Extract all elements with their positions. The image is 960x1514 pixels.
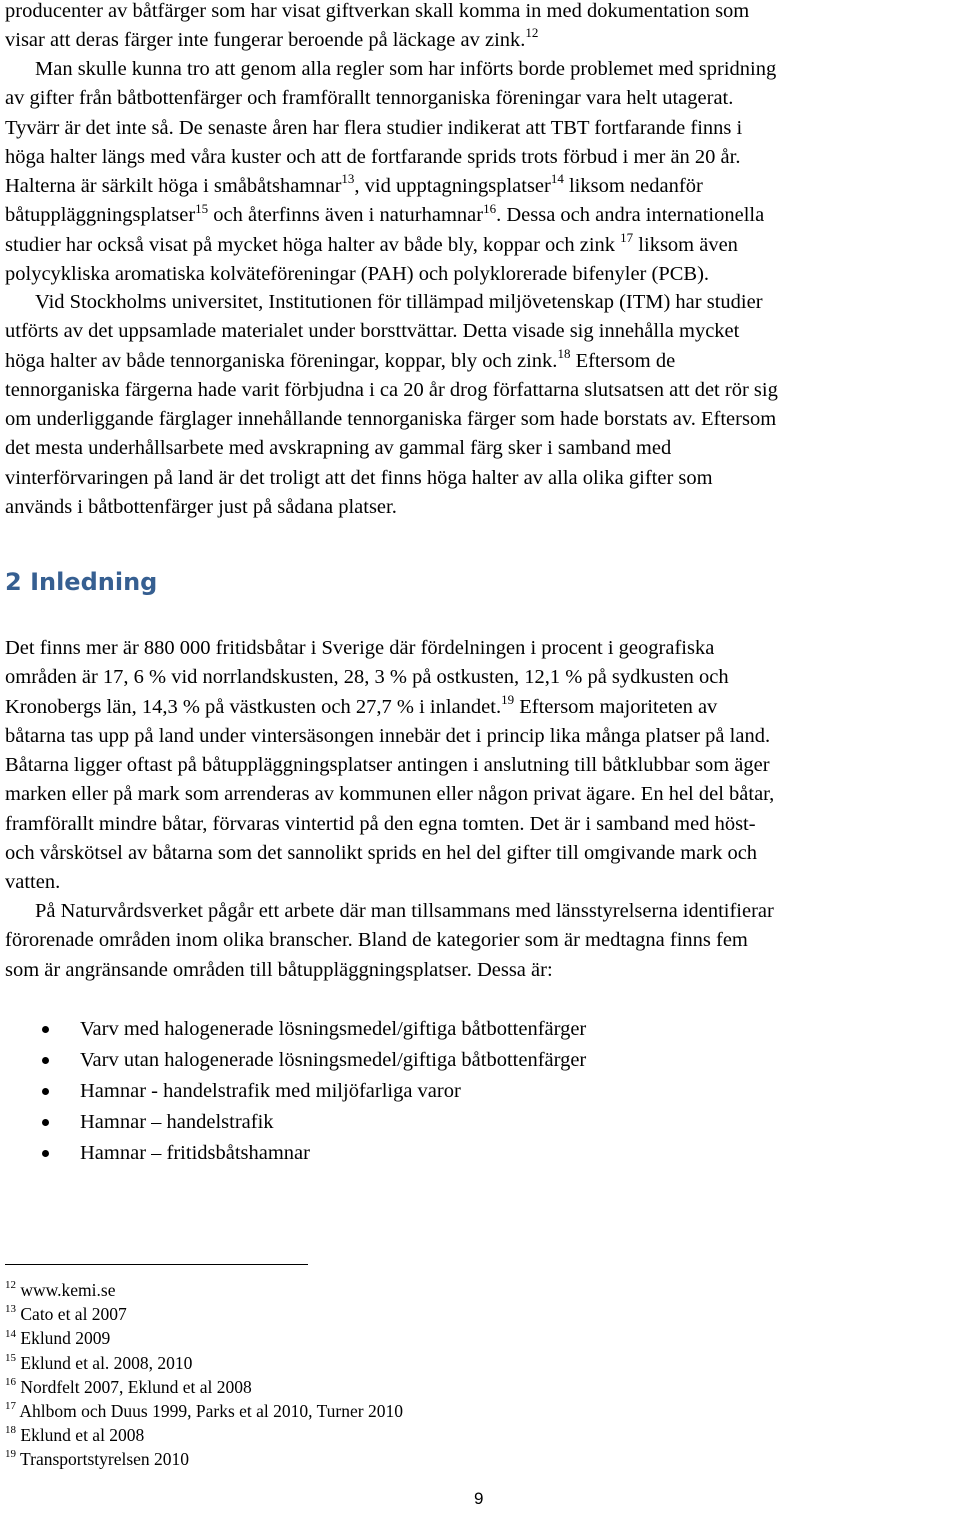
bullet-icon: [42, 1119, 49, 1126]
footnote: $^{16}$ Nordfelt 2007, Eklund et al 2008: [5, 1375, 252, 1397]
text-line: höga halter längs med våra kuster och att de fortfarande sprids trots förbud i mer än 20 år.: [5, 145, 741, 168]
text-line: studier har också visat på mycket höga halter av både bly, koppar och zink $^{17}$ liksom även: [5, 229, 738, 256]
text-line: av gifter från båtbottenfärger och framförallt tennorganiska föreningar vara helt utagerat.: [5, 87, 734, 110]
text-line: båtuppläggningsplatser$^{15}$ och återfinns även i naturhamnar$^{16}$. Dessa och andra internationella: [5, 200, 765, 227]
text-line: vinterförvaringen på land är det troligt att det finns höga halter av alla olika gifter som: [5, 466, 713, 489]
text-line: och vårskötsel av båtarna som det sannolikt sprids en hel del gifter till omgivande mark och: [5, 842, 758, 865]
text-line: det mesta underhållsarbete med avskrapning av gammal färg sker i samband med: [5, 437, 672, 460]
text-line: Halterna är särkilt höga i småbåtshamnar$^{13}$, vid upptagningsplatser$^{14}$ liksom nedanför: [5, 171, 703, 198]
footnote-ref: 19: [501, 691, 515, 707]
paragraph-1: [5, 0, 960, 56]
text-line: framförallt mindre båtar, förvaras vintertid på den egna tomten. Det är i samband med höst-: [5, 812, 756, 835]
text-line: utförts av det uppsamlade materialet under borsttvättar. Detta visade sig innehålla mycket: [5, 320, 740, 343]
paragraph-2: [5, 55, 960, 289]
bullet-icon: [42, 1026, 49, 1033]
footnote-separator: [5, 1264, 308, 1265]
text-line: producenter av båtfärger som har visat giftverkan skall komma in med dokumentation som: [5, 0, 750, 22]
text-line: vatten.: [5, 871, 61, 894]
section-title: Inledning: [30, 568, 158, 596]
footnote-ref: 17: [620, 229, 634, 245]
footnote: $^{13}$ Cato et al 2007: [5, 1303, 127, 1325]
paragraph-3: [5, 288, 960, 522]
text-line: Vid Stockholms universitet, Institutionen för tillämpad miljövetenskap (ITM) har studier: [35, 291, 763, 313]
bullet-icon: [42, 1150, 49, 1157]
section-heading: [5, 568, 157, 596]
text-line: områden är 17, 6 % vid norrlandskusten, 28, 3 % på ostkusten, 12,1 % på sydkusten och: [5, 666, 729, 689]
text-line: marken eller på mark som arrenderas av kommunen eller någon privat ägare. En hel del båtar,: [5, 783, 775, 806]
text-line: Kronobergs län, 14,3 % på västkusten och 27,7 % i inlandet.$^{19}$ Eftersom majoriteten av: [5, 691, 718, 718]
footnote-ref: 16: [483, 200, 497, 216]
footnote: $^{12}$ www.kemi.se: [5, 1279, 116, 1300]
footnote: $^{19}$ Transportstyrelsen 2010: [5, 1448, 190, 1470]
page-number: 9: [474, 1489, 484, 1508]
text-line: På Naturvårdsverket pågår ett arbete där man tillsammans med länsstyrelserna identifierar: [35, 900, 774, 922]
text-line: förorenade områden inom olika branscher. Bland de kategorier som är medtagna finns fem: [5, 929, 748, 952]
paragraph-4: [5, 634, 960, 898]
text-line: visar att deras färger inte fungerar beroende på läckage av zink.$^{12}$: [5, 25, 539, 52]
text-line: används i båtbottenfärger just på sådana platser.: [5, 496, 397, 519]
footnotes: [5, 1278, 403, 1472]
text-line: polycykliska aromatiska kolväteföreningar (PAH) och polyklorerade bifenyler (PCB).: [5, 263, 710, 286]
footnote: $^{14}$ Eklund 2009: [5, 1327, 111, 1349]
bullet-icon: [42, 1057, 49, 1064]
footnote-ref: 18: [557, 345, 571, 361]
text-line: tennorganiska färgerna hade varit förbjudna i ca 20 år drog författarna slutsatsen att det rör sig: [5, 378, 778, 401]
text-line: som är angränsande områden till båtuppläggningsplatser. Dessa är:: [5, 958, 553, 981]
text-line: Båtarna ligger oftast på båtuppläggningsplatser antingen i anslutning till båtklubbar som äger: [5, 754, 770, 777]
footnote: $^{17}$ Ahlbom och Duus 1999, Parks et al 2010, Turner 2010: [5, 1400, 403, 1421]
footnote-ref: 12: [525, 25, 539, 41]
footnote: $^{15}$ Eklund et al. 2008, 2010: [5, 1351, 193, 1373]
text-line: höga halter av både tennorganiska föreningar, koppar, bly och zink.$^{18}$ Eftersom de: [5, 345, 676, 372]
section-number: 2: [5, 568, 22, 596]
document-page: producenter av båtfärger som har visat giftverkan skall komma in med dokumentation som visar att deras färger inte fungerar beroende på läckage av zink.$^{12}$ Man skulle kunna tro att genom alla regler som har införts borde problemet med spridning av gifter från båtbottenfärger och framförallt tennorganiska föreningar vara helt utagerat. Tyvärr är det inte så. De senaste åren har flera studier indikerat att TBT fortfarande finns i höga halter längs med våra kuster och att de fortfarande sprids trots förbud i mer än 20 år. Halterna är särkilt höga i småbåtshamnar$^{13}$, vid upptagningsplatser$^{14}$ liksom nedanför båtuppläggningsplatser$^{15}$ och återfinns även i naturhamnar$^{16}$. Dessa och andra internationella studier har också visat på mycket höga halter av både bly, koppar och zink $^{17}$ liksom även polycykliska aromatiska kolväteföreningar (PAH) och polyklorerade bifenyler (PCB). Vid Stockholms universitet, Institutionen för tillämpad miljövetenskap (ITM) har studier utförts av det uppsamlade materialet under borsttvättar. Detta visade sig innehålla mycket höga halter av både tennorganiska föreningar, koppar, bly och zink.$^{18}$ Eftersom de tennorganiska färgerna hade varit förbjudna i ca 20 år drog författarna slutsatsen att det rör sig om underliggande färglager innehållande tennorganiska färger som hade borstats av. Eftersom det mesta underhållsarbete med avskrapning av gammal färg sker i samband med vinterförvaringen på land är det troligt att det finns höga halter av alla olika gifter som används i båtbottenfärger just på sådana platser. 2 Inledning Det finns mer är 880 000 fritidsbåtar i Sverige där fördelningen i procent i geografiska områden är 17, 6 % vid norrlandskusten, 28, 3 % på ostkusten, 12,1 % på sydkusten och Kronobergs län, 14,3 % på västkusten och 27,7 % i inlandet.$^{19}$ Eftersom majoriteten av båtarna tas upp på land under vintersäsongen innebär det i princip lika många platser på land. Båtarna ligger oftast på båtuppläggningsplatser antingen i anslutning till båtklubbar som äger marken eller på mark som arrenderas av kommunen eller någon privat ägare. En hel del båtar, framförallt mindre båtar, förvaras vintertid på den egna tomten. Det är i samband med höst- och vårskötsel av båtarna som det sannolikt sprids en hel del gifter till omgivande mark och vatten. På Naturvårdsverket pågår ett arbete där man tillsammans med länsstyrelserna identifierar förorenade områden inom olika branscher. Bland de kategorier som är medtagna finns fem som är angränsande områden till båtuppläggningsplatser. Dessa är: Varv med halogenerade lösningsmedel/giftiga båtbottenfärger Varv utan halogenerade lösningsmedel/giftiga båtbottenfärger Hamnar - handelstrafik med miljöfarliga varor Hamnar – handelstrafik Hamnar – fritidsbåtshamnar $^{12}$ www.kemi.se $^{13}$ Cato et al 2007 $^{14}$ Eklund 2009 $^{15}$ Eklund et al. 2008, 2010 $^{16}$ Nordfelt 2007, Eklund et al 2008 $^{17}$ Ahlbom och Duus 1999, Parks et al 2010, Turner 2010 $^{18}$ Eklund et al 2008 $^{19}$ Transportstyrelsen 2010 9: [0, 0, 960, 1514]
text-line: om underliggande färglager innehållande tennorganiska färger som hade borstats av. Eftersom: [5, 408, 777, 431]
text-line: Man skulle kunna tro att genom alla regler som har införts borde problemet med spridning: [35, 58, 777, 80]
text-line: Det finns mer är 880 000 fritidsbåtar i Sverige där fördelningen i procent i geografiska: [5, 637, 715, 659]
footnote-ref: 13: [341, 171, 355, 187]
footnote: $^{18}$ Eklund et al 2008: [5, 1424, 145, 1446]
paragraph-5: [5, 897, 960, 985]
footnote-ref: 14: [550, 171, 564, 187]
footnote-ref: 15: [195, 200, 209, 216]
text-line: Tyvärr är det inte så. De senaste åren har flera studier indikerat att TBT fortfarande finns i: [5, 116, 743, 139]
bullet-icon: [42, 1088, 49, 1095]
text-line: båtarna tas upp på land under vintersäsongen innebär det i princip lika många platser på land.: [5, 724, 771, 747]
